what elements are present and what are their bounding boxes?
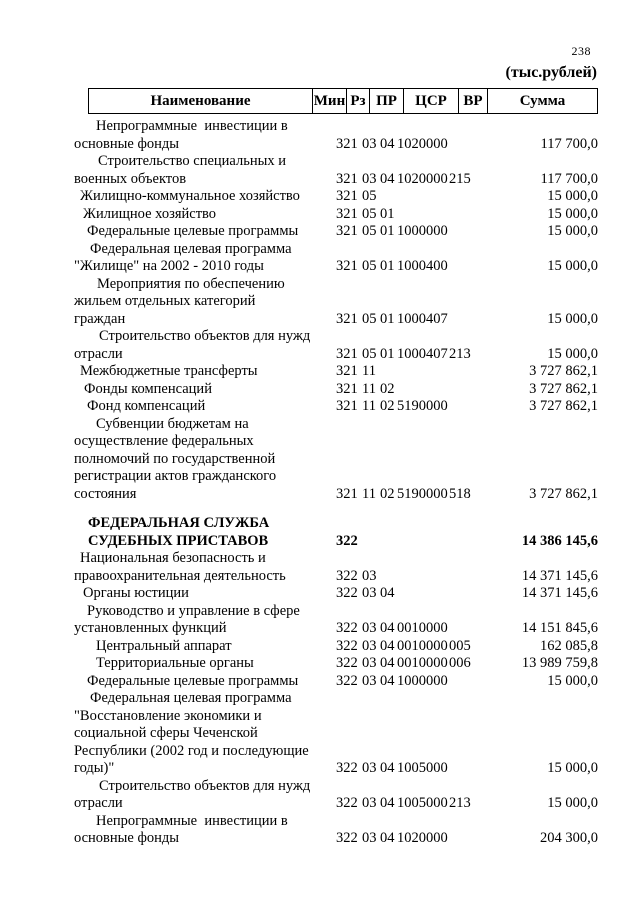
code-min-cell: 321 [336,345,358,362]
code-min-cell: 321 [336,223,358,239]
code-pr-cell: 04 [380,170,395,187]
code-pr-cell: 02 [380,398,395,414]
column-header-name: Наименование [89,89,313,113]
name-cell [74,673,332,691]
code-pr-cell: 01 [380,258,395,274]
code-vr-cell: 006 [449,655,471,671]
sum-cell: 3 727 862,1 [529,398,598,414]
table-row [74,206,598,224]
code-rz-cell: 03 [362,672,377,689]
sum-cell: 15 000,0 [547,760,598,776]
name-line: правоохранительная деятельность [74,567,286,584]
code-rz-cell: 11 [362,380,376,397]
code-csr-cell: 1000000 [397,672,448,689]
table-row [74,241,598,276]
table-row [74,655,598,673]
name-line: граждан [74,310,126,327]
name-line: Межбюджетные трансферты [80,363,258,379]
page-number: 238 [571,44,591,58]
name-cell [74,223,332,241]
code-min-cell: 322 [336,637,358,654]
sum-cell: 14 371 145,6 [521,585,598,601]
code-rz-cell: 03 [362,567,377,584]
name-cell [74,655,332,673]
code-rz-cell: 03 [362,795,377,811]
code-min-cell: 321 [336,205,358,222]
table-row [74,118,598,153]
name-line: военных объектов [74,170,187,187]
code-csr-cell: 1000400 [397,258,448,274]
sum-cell: 14 371 145,6 [521,567,598,584]
code-vr-cell: 213 [449,795,471,811]
name-cell [74,188,332,206]
name-line: Строительство объектов для нужд [99,328,311,344]
name-line: Центральный аппарат [96,637,232,654]
code-min-cell: 321 [336,485,358,502]
code-rz-cell: 03 [362,637,377,654]
sum-cell: 3 727 862,1 [529,380,598,397]
name-line: социальной сферы Чеченской [74,725,258,741]
code-csr-cell: 1020000 [397,135,448,152]
name-line: Строительство объектов для нужд [99,777,311,794]
column-header-csr: ЦСР [404,89,459,113]
code-min-cell: 322 [336,830,358,846]
table-row [74,778,598,813]
table-row [74,188,598,206]
name-line: состояния [74,485,137,502]
name-line: годы)" [74,760,115,776]
name-line: Непрограммные инвестиции в [96,812,288,829]
code-min-cell: 322 [336,620,358,636]
name-cell [74,603,332,638]
table-body [74,118,598,848]
code-csr-cell: 0010000 [397,637,448,654]
sum-cell: 3 727 862,1 [529,485,598,502]
name-cell [74,276,332,329]
code-rz-cell: 03 [362,620,377,636]
code-min-cell: 322 [336,532,358,549]
table-row [74,585,598,603]
name-line: Федеральная целевая программа [90,690,292,706]
code-pr-cell: 02 [380,485,395,502]
table-row [74,153,598,188]
name-cell [74,778,332,813]
code-csr-cell: 1005000 [397,795,448,811]
table-row [74,276,598,329]
code-csr-cell: 1000000 [397,223,448,239]
name-line: полномочий по государственной [74,450,276,467]
name-cell [74,585,332,603]
code-min-cell: 322 [336,760,358,776]
name-cell [74,363,332,381]
units-label: (тыс.рублей) [505,64,597,81]
sum-cell: 204 300,0 [540,830,598,846]
name-line: Территориальные органы [96,655,254,671]
name-line: Федеральная целевая программа [90,240,292,257]
code-min-cell: 321 [336,363,358,379]
name-line: основные фонды [74,135,179,152]
sum-cell: 14 386 145,6 [521,532,598,549]
name-line: "Восстановление экономики и [74,707,262,724]
name-line: отрасли [74,345,123,362]
code-rz-cell: 11 [362,398,376,414]
code-pr-cell: 01 [380,223,395,239]
table-row [74,363,598,381]
sum-cell: 15 000,0 [547,345,598,362]
code-min-cell: 322 [336,567,358,584]
name-cell [74,206,332,224]
table-row [74,381,598,399]
code-csr-cell: 1000407 [397,310,448,327]
name-line: Жилищное хозяйство [83,205,217,222]
code-pr-cell: 02 [380,380,395,397]
name-line: Органы юстиции [83,585,189,601]
name-cell [74,416,332,504]
sum-cell: 14 151 845,6 [521,620,598,636]
name-line: Национальная безопасность и [80,550,266,566]
name-line: Мероприятия по обеспечению [97,275,285,292]
column-header-min: Мин [313,89,347,113]
table-header [88,88,598,114]
code-min-cell: 321 [336,188,358,204]
code-rz-cell: 03 [362,135,377,152]
code-vr-cell: 518 [449,485,471,502]
sum-cell: 117 700,0 [540,135,598,152]
column-header-sum: Сумма [519,92,566,109]
name-line: Руководство и управление в сфере [87,602,300,619]
table-row [74,638,598,656]
code-rz-cell: 05 [362,188,377,204]
name-line: Жилищно-коммунальное хозяйство [80,188,300,204]
code-min-cell: 322 [336,795,358,811]
name-line: Федеральные целевые программы [87,672,299,689]
code-pr-cell: 04 [380,637,395,654]
sum-cell: 15 000,0 [547,205,598,222]
name-line: Фонды компенсаций [84,380,212,397]
name-line: Субвенции бюджетам на [96,415,249,432]
code-rz-cell: 03 [362,760,377,776]
code-min-cell: 321 [336,398,358,414]
code-rz-cell: 05 [362,310,377,327]
table-row [74,328,598,363]
table-row [74,416,598,504]
code-csr-cell: 5190000 [397,485,448,502]
table-row [74,603,598,638]
code-csr-cell: 0010000 [397,655,448,671]
code-vr-cell: 215 [449,170,471,187]
code-rz-cell: 05 [362,223,377,239]
code-min-cell: 322 [336,672,358,689]
code-csr-cell: 1000407 [397,345,448,362]
sum-cell: 15 000,0 [547,258,598,274]
column-header-pr: ПР [370,89,404,113]
code-pr-cell: 04 [380,135,395,152]
name-line: Строительство специальных и [98,153,286,169]
table-row [74,690,598,778]
code-rz-cell: 11 [362,485,376,502]
table-row [74,550,598,585]
name-line: Непрограммные инвестиции в [96,118,288,134]
code-pr-cell: 01 [380,310,395,327]
code-rz-cell: 05 [362,205,377,222]
name-cell [74,328,332,363]
name-cell [74,515,332,550]
name-line: осуществление федеральных [74,433,254,449]
name-line: Республики (2002 год и последующие [74,742,309,759]
name-line: регистрации актов гражданского [74,468,277,484]
code-pr-cell: 04 [380,585,395,601]
sum-cell: 15 000,0 [547,223,598,239]
name-cell [74,813,332,848]
table-row [74,398,598,416]
name-line: СУДЕБНЫХ ПРИСТАВОВ [88,532,269,549]
sum-cell: 15 000,0 [547,188,598,204]
sum-cell: 13 989 759,8 [521,655,598,671]
code-pr-cell: 04 [380,672,395,689]
code-pr-cell: 04 [380,620,395,636]
code-pr-cell: 04 [380,655,395,671]
code-pr-cell: 04 [380,830,395,846]
code-min-cell: 322 [336,655,358,671]
sum-cell: 162 085,8 [540,637,598,654]
code-min-cell: 321 [336,135,358,152]
table-row [74,515,598,550]
code-min-cell: 321 [336,258,358,274]
name-line: "Жилище" на 2002 - 2010 годы [74,258,264,274]
code-csr-cell: 0010000 [397,620,448,636]
code-pr-cell: 01 [380,345,395,362]
code-rz-cell: 03 [362,585,377,601]
column-header-rz: Рз [347,89,370,113]
code-rz-cell: 05 [362,258,377,274]
code-csr-cell: 5190000 [397,398,448,414]
sum-cell: 117 700,0 [540,170,598,187]
name-cell [74,550,332,585]
code-rz-cell: 03 [362,830,377,846]
code-min-cell: 321 [336,310,358,327]
code-csr-cell: 1020000 [397,830,448,846]
code-csr-cell: 1020000 [397,170,448,187]
code-vr-cell: 005 [449,637,471,654]
name-line: ФЕДЕРАЛЬНАЯ СЛУЖБА [88,515,270,531]
code-min-cell: 322 [336,585,358,601]
name-cell [74,398,332,416]
name-cell [74,690,332,778]
code-rz-cell: 03 [362,170,377,187]
code-csr-cell: 1005000 [397,760,448,776]
column-header-vr: ВР [459,89,488,113]
code-rz-cell: 11 [362,363,376,379]
name-line: жильем отдельных категорий [74,293,256,309]
name-cell [74,241,332,276]
sum-cell: 15 000,0 [547,672,598,689]
name-line: установленных функций [74,620,227,636]
code-pr-cell: 04 [380,760,395,776]
code-pr-cell: 04 [380,795,395,811]
name-line: основные фонды [74,830,179,846]
sum-cell: 15 000,0 [547,795,598,811]
table-row [74,223,598,241]
name-cell [74,153,332,188]
table-row [74,673,598,691]
name-cell [74,118,332,153]
code-vr-cell: 213 [449,345,471,362]
code-pr-cell: 01 [380,205,395,222]
sum-cell: 3 727 862,1 [529,363,598,379]
code-rz-cell: 05 [362,345,377,362]
code-min-cell: 321 [336,380,358,397]
sum-cell: 15 000,0 [547,310,598,327]
name-line: Фонд компенсаций [87,398,206,414]
name-line: Федеральные целевые программы [87,223,299,239]
name-cell [74,638,332,656]
name-line: отрасли [74,795,123,811]
name-cell [74,381,332,399]
code-min-cell: 321 [336,170,358,187]
table-row [74,813,598,848]
code-rz-cell: 03 [362,655,377,671]
